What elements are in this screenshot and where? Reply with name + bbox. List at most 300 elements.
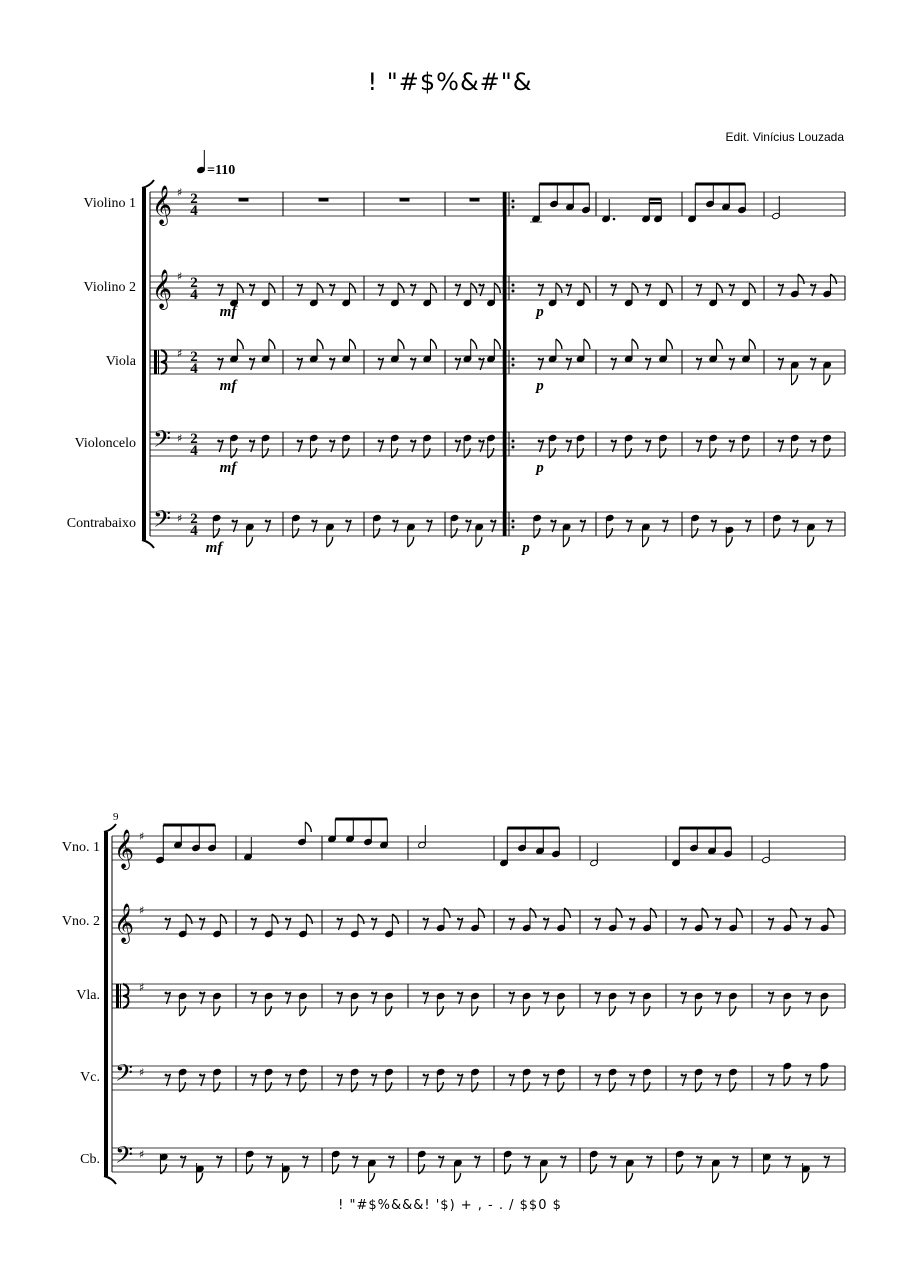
eighth-rest-dot	[805, 918, 808, 921]
flag	[306, 914, 312, 924]
flag	[265, 1006, 271, 1016]
sharp-icon: ♯	[177, 186, 183, 199]
eighth-rest-dot	[810, 440, 813, 443]
flag	[644, 1006, 650, 1016]
flag	[808, 537, 814, 547]
flag	[327, 537, 333, 547]
eighth-rest-dot	[199, 1074, 202, 1077]
time-sig-bottom: 4	[190, 443, 198, 459]
flag	[246, 1164, 252, 1174]
eighth-rest-dot	[745, 520, 748, 523]
eighth-rest-dot	[478, 358, 481, 361]
eighth-rest-dot	[824, 1156, 827, 1159]
eighth-rest-dot	[768, 918, 771, 921]
sharp-icon: ♯	[177, 347, 183, 360]
flag	[369, 1173, 375, 1183]
sharp-icon: ♯	[139, 830, 145, 843]
eighth-rest-dot	[715, 1074, 718, 1077]
flag	[424, 448, 430, 458]
bass-clef-icon: 𝄢	[153, 505, 172, 538]
eighth-rest-dot	[595, 918, 598, 921]
eighth-rest-dot	[785, 1156, 788, 1159]
dynamic-mark: p	[522, 540, 530, 556]
eighth-rest-dot	[543, 918, 546, 921]
repeat-dot	[512, 520, 515, 523]
flag	[418, 1164, 424, 1174]
instrument-name: Contrabaixo	[66, 516, 136, 531]
sharp-icon: ♯	[177, 432, 183, 445]
flag	[283, 1173, 289, 1183]
flag	[606, 528, 612, 538]
eighth-rest-dot	[371, 918, 374, 921]
eighth-rest-dot	[457, 992, 460, 995]
eighth-rest-dot	[337, 992, 340, 995]
bracket-bottom	[142, 540, 154, 548]
eighth-rest-dot	[165, 918, 168, 921]
eighth-rest-dot	[337, 1074, 340, 1077]
dot	[613, 218, 616, 221]
eighth-rest-dot	[455, 284, 458, 287]
eighth-rest-dot	[265, 520, 268, 523]
eighth-rest-dot	[378, 440, 381, 443]
dynamic-mark: p	[536, 304, 544, 320]
eighth-rest-dot	[711, 520, 714, 523]
flag	[300, 1006, 306, 1016]
eighth-rest-dot	[352, 1156, 355, 1159]
eighth-rest-dot	[696, 358, 699, 361]
instrument-name: Cb.	[80, 1152, 100, 1167]
repeat-dot	[512, 364, 515, 367]
eighth-rest-dot	[681, 1074, 684, 1077]
flag	[556, 339, 562, 349]
sharp-icon: ♯	[139, 1066, 145, 1079]
flag	[660, 448, 666, 458]
eighth-rest-dot	[371, 992, 374, 995]
eighth-rest-dot	[457, 918, 460, 921]
flag	[774, 528, 780, 538]
flag	[564, 908, 570, 918]
flag	[695, 1082, 701, 1092]
instrument-name: Violoncelo	[74, 436, 136, 451]
flag	[464, 448, 470, 458]
bass-clef-icon: 𝄢	[153, 425, 172, 458]
flag	[590, 1164, 596, 1174]
eighth-rest-dot	[392, 520, 395, 523]
flag	[764, 1164, 770, 1174]
flag	[523, 1006, 529, 1016]
eighth-rest-dot	[696, 1156, 699, 1159]
flag	[269, 339, 275, 349]
eighth-rest-dot	[297, 358, 300, 361]
flag	[716, 339, 722, 349]
eighth-rest-dot	[729, 440, 732, 443]
instrument-name: Vc.	[80, 1070, 100, 1085]
eighth-rest-dot	[217, 358, 220, 361]
flag	[784, 1076, 790, 1086]
flag	[821, 1006, 827, 1016]
flag	[455, 1173, 461, 1183]
bass-clef-icon: 𝄢	[115, 1141, 134, 1174]
eighth-rest-dot	[180, 1156, 183, 1159]
flag	[408, 537, 414, 547]
dynamic-mark: mf	[219, 378, 237, 394]
eighth-rest-dot	[810, 284, 813, 287]
eighth-rest-dot	[199, 992, 202, 995]
eighth-rest-dot	[826, 520, 829, 523]
flag	[214, 1006, 220, 1016]
eighth-rest-dot	[251, 918, 254, 921]
eighth-rest-dot	[543, 992, 546, 995]
instrument-name: Violino 1	[83, 196, 136, 211]
flag	[695, 1006, 701, 1016]
eighth-rest-dot	[345, 520, 348, 523]
eighth-rest-dot	[595, 992, 598, 995]
flag	[386, 1006, 392, 1016]
measure-rest	[470, 198, 480, 202]
flag	[430, 339, 436, 349]
bass-clef-icon: 𝄢	[115, 1059, 134, 1092]
eighth-rest-dot	[626, 520, 629, 523]
treble-clef-icon: 𝄞	[114, 903, 135, 943]
eighth-rest-dot	[566, 440, 569, 443]
flag	[476, 537, 482, 547]
eighth-rest-dot	[662, 520, 665, 523]
flag	[265, 1082, 271, 1092]
flag	[702, 908, 708, 918]
eighth-rest-dot	[543, 1074, 546, 1077]
instrument-name: Violino 2	[83, 280, 136, 295]
repeat-dot	[512, 526, 515, 529]
flag	[530, 908, 536, 918]
flag	[791, 448, 797, 458]
eighth-rest-dot	[249, 440, 252, 443]
time-sig-bottom: 4	[190, 203, 198, 219]
eighth-rest-dot	[410, 440, 413, 443]
eighth-rest-dot	[778, 284, 781, 287]
eighth-rest-dot	[810, 358, 813, 361]
eighth-rest-dot	[423, 918, 426, 921]
flag	[798, 274, 804, 284]
flag	[349, 339, 355, 349]
sharp-icon: ♯	[139, 981, 145, 994]
time-sig-bottom: 4	[190, 361, 198, 377]
time-sig-bottom: 4	[190, 523, 198, 539]
eighth-rest-dot	[311, 520, 314, 523]
eighth-rest-dot	[560, 1156, 563, 1159]
flag	[821, 1076, 827, 1086]
dynamic-mark: mf	[205, 540, 223, 556]
eighth-rest-dot	[610, 1156, 613, 1159]
editor-credit: Edit. Vinícius Louzada	[725, 130, 844, 144]
eighth-rest-dot	[285, 992, 288, 995]
eighth-rest-dot	[732, 1156, 735, 1159]
repeat-barline-full	[503, 192, 507, 536]
instrument-name: Vla.	[76, 988, 100, 1003]
flag	[803, 1173, 809, 1183]
flag	[231, 448, 237, 458]
eighth-rest-dot	[371, 1074, 374, 1077]
flag	[710, 448, 716, 458]
instrument-name: Vno. 1	[61, 840, 100, 855]
eighth-rest-dot	[199, 918, 202, 921]
flag	[643, 537, 649, 547]
flag	[437, 1006, 443, 1016]
eighth-rest-dot	[645, 440, 648, 443]
eighth-rest-dot	[457, 1074, 460, 1077]
eighth-rest-dot	[629, 1074, 632, 1077]
flag	[179, 1082, 185, 1092]
eighth-rest-dot	[285, 1074, 288, 1077]
flag	[351, 1006, 357, 1016]
system-1	[67, 150, 845, 556]
eighth-rest-dot	[681, 992, 684, 995]
flag	[305, 822, 311, 832]
eighth-rest-dot	[524, 1156, 527, 1159]
bracket-bottom	[104, 1176, 116, 1184]
eighth-rest-dot	[509, 992, 512, 995]
flag	[391, 448, 397, 458]
eighth-rest-dot	[646, 1156, 649, 1159]
flag	[451, 528, 457, 538]
eighth-rest-dot	[297, 284, 300, 287]
eighth-rest-dot	[266, 1156, 269, 1159]
eighth-rest-dot	[778, 358, 781, 361]
flag	[262, 448, 268, 458]
eighth-rest-dot	[455, 358, 458, 361]
flag	[247, 537, 253, 547]
flag	[558, 1082, 564, 1092]
eighth-rest-dot	[595, 1074, 598, 1077]
eighth-rest-dot	[216, 1156, 219, 1159]
eighth-rest-dot	[805, 992, 808, 995]
system-bracket	[142, 188, 146, 540]
flag	[558, 1006, 564, 1016]
flag	[220, 914, 226, 924]
dynamic-mark: p	[536, 460, 544, 476]
flag	[676, 1164, 682, 1174]
eighth-rest-dot	[410, 358, 413, 361]
eighth-rest-dot	[478, 284, 481, 287]
eighth-rest-dot	[455, 440, 458, 443]
flag	[692, 528, 698, 538]
eighth-rest-dot	[538, 440, 541, 443]
eighth-rest-dot	[566, 358, 569, 361]
flag	[791, 908, 797, 918]
eighth-rest-dot	[329, 358, 332, 361]
flag	[488, 448, 494, 458]
eighth-rest-dot	[474, 1156, 477, 1159]
treble-clef-icon: 𝄞	[152, 185, 173, 225]
eighth-rest-dot	[580, 520, 583, 523]
eighth-rest-dot	[438, 1156, 441, 1159]
eighth-rest-dot	[611, 358, 614, 361]
sharp-icon: ♯	[177, 512, 183, 525]
flag	[293, 528, 299, 538]
system-2	[62, 811, 845, 1184]
eighth-rest-dot	[729, 358, 732, 361]
flag	[310, 448, 316, 458]
flag	[830, 274, 836, 284]
flag	[824, 375, 830, 385]
sharp-icon: ♯	[177, 270, 183, 283]
flag	[666, 339, 672, 349]
flag	[197, 1173, 203, 1183]
repeat-dot	[512, 446, 515, 449]
flag	[632, 339, 638, 349]
eighth-rest-dot	[550, 520, 553, 523]
flag	[392, 914, 398, 924]
eighth-rest-dot	[792, 520, 795, 523]
time-sig-top: 2	[190, 431, 198, 447]
repeat-dot	[512, 206, 515, 209]
flag	[300, 1082, 306, 1092]
eighth-rest-dot	[805, 1074, 808, 1077]
eighth-rest-dot	[629, 918, 632, 921]
flag	[213, 528, 219, 538]
eighth-rest-dot	[645, 284, 648, 287]
flag	[627, 1173, 633, 1183]
time-sig-top: 2	[190, 349, 198, 365]
eighth-rest-dot	[165, 992, 168, 995]
eighth-rest-dot	[378, 284, 381, 287]
alto-clef-bar	[116, 984, 119, 1008]
repeat-dot	[512, 284, 515, 287]
eighth-rest-dot	[681, 918, 684, 921]
repeat-dot	[512, 358, 515, 361]
flag	[478, 908, 484, 918]
sharp-icon: ♯	[139, 1148, 145, 1161]
eighth-rest-dot	[217, 440, 220, 443]
measure-rest	[400, 198, 410, 202]
flag	[317, 339, 323, 349]
flag	[784, 1006, 790, 1016]
eighth-rest-dot	[778, 440, 781, 443]
eighth-rest-dot	[729, 284, 732, 287]
treble-clef-icon: 𝄞	[114, 829, 135, 869]
eighth-rest-dot	[538, 284, 541, 287]
flag	[444, 908, 450, 918]
system-bracket	[104, 832, 108, 1176]
flag	[494, 339, 500, 349]
eighth-rest-dot	[629, 992, 632, 995]
flag	[471, 339, 477, 349]
flag	[828, 908, 834, 918]
eighth-rest-dot	[249, 284, 252, 287]
eighth-rest-dot	[217, 284, 220, 287]
flag	[549, 448, 555, 458]
flag	[272, 914, 278, 924]
flag	[584, 339, 590, 349]
eighth-rest-dot	[715, 992, 718, 995]
eighth-rest-dot	[509, 1074, 512, 1077]
dynamic-mark: p	[536, 378, 544, 394]
flag	[644, 1082, 650, 1092]
flag	[563, 537, 569, 547]
flag	[743, 448, 749, 458]
time-sig-top: 2	[190, 511, 198, 527]
flag	[472, 1006, 478, 1016]
eighth-rest-dot	[423, 992, 426, 995]
flag	[736, 908, 742, 918]
flag	[541, 1173, 547, 1183]
repeat-dot	[512, 440, 515, 443]
flag	[749, 339, 755, 349]
eighth-rest-dot	[490, 520, 493, 523]
flag	[730, 1082, 736, 1092]
eighth-rest-dot	[329, 284, 332, 287]
flag	[616, 908, 622, 918]
flag	[650, 908, 656, 918]
eighth-rest-dot	[509, 918, 512, 921]
eighth-rest-dot	[768, 1074, 771, 1077]
eighth-rest-dot	[232, 520, 235, 523]
flag	[332, 1164, 338, 1174]
flag	[534, 528, 540, 538]
flag	[386, 1082, 392, 1092]
alto-clef-bar	[158, 350, 159, 374]
eighth-rest-dot	[329, 440, 332, 443]
dynamic-mark: mf	[219, 460, 237, 476]
tempo-text: =110	[207, 163, 236, 178]
flag	[437, 1082, 443, 1092]
eighth-rest-dot	[251, 1074, 254, 1077]
treble-clef-icon: 𝄞	[152, 269, 173, 309]
flag	[186, 914, 192, 924]
tempo-marking	[197, 150, 235, 178]
flag	[504, 1164, 510, 1174]
flag	[726, 537, 732, 547]
flag	[214, 1082, 220, 1092]
flag	[577, 448, 583, 458]
eighth-rest-dot	[423, 1074, 426, 1077]
eighth-rest-dot	[297, 440, 300, 443]
flag	[472, 1082, 478, 1092]
eighth-rest-dot	[388, 1156, 391, 1159]
sharp-icon: ♯	[139, 904, 145, 917]
alto-clef-bar	[154, 350, 157, 374]
eighth-rest-dot	[285, 918, 288, 921]
flag	[824, 448, 830, 458]
eighth-rest-dot	[478, 440, 481, 443]
eighth-rest-dot	[645, 358, 648, 361]
instrument-name: Viola	[105, 354, 136, 369]
eighth-rest-dot	[611, 440, 614, 443]
eighth-rest-dot	[378, 358, 381, 361]
alto-clef-bar	[120, 984, 121, 1008]
eighth-rest-dot	[426, 520, 429, 523]
flag	[398, 339, 404, 349]
dynamic-mark: mf	[219, 304, 237, 320]
flag	[523, 1082, 529, 1092]
flag	[358, 914, 364, 924]
flag	[160, 1164, 166, 1174]
measure-number: 9	[113, 811, 119, 823]
measure-rest	[319, 198, 329, 202]
time-sig-bottom: 4	[190, 287, 198, 303]
eighth-rest-dot	[538, 358, 541, 361]
eighth-rest-dot	[611, 284, 614, 287]
repeat-dot	[512, 290, 515, 293]
flag	[179, 1006, 185, 1016]
eighth-rest-dot	[696, 284, 699, 287]
eighth-rest-dot	[410, 284, 413, 287]
flag	[374, 528, 380, 538]
flag	[791, 375, 797, 385]
eighth-rest-dot	[165, 1074, 168, 1077]
eighth-rest-dot	[251, 992, 254, 995]
time-sig-top: 2	[190, 275, 198, 291]
flag	[609, 1006, 615, 1016]
